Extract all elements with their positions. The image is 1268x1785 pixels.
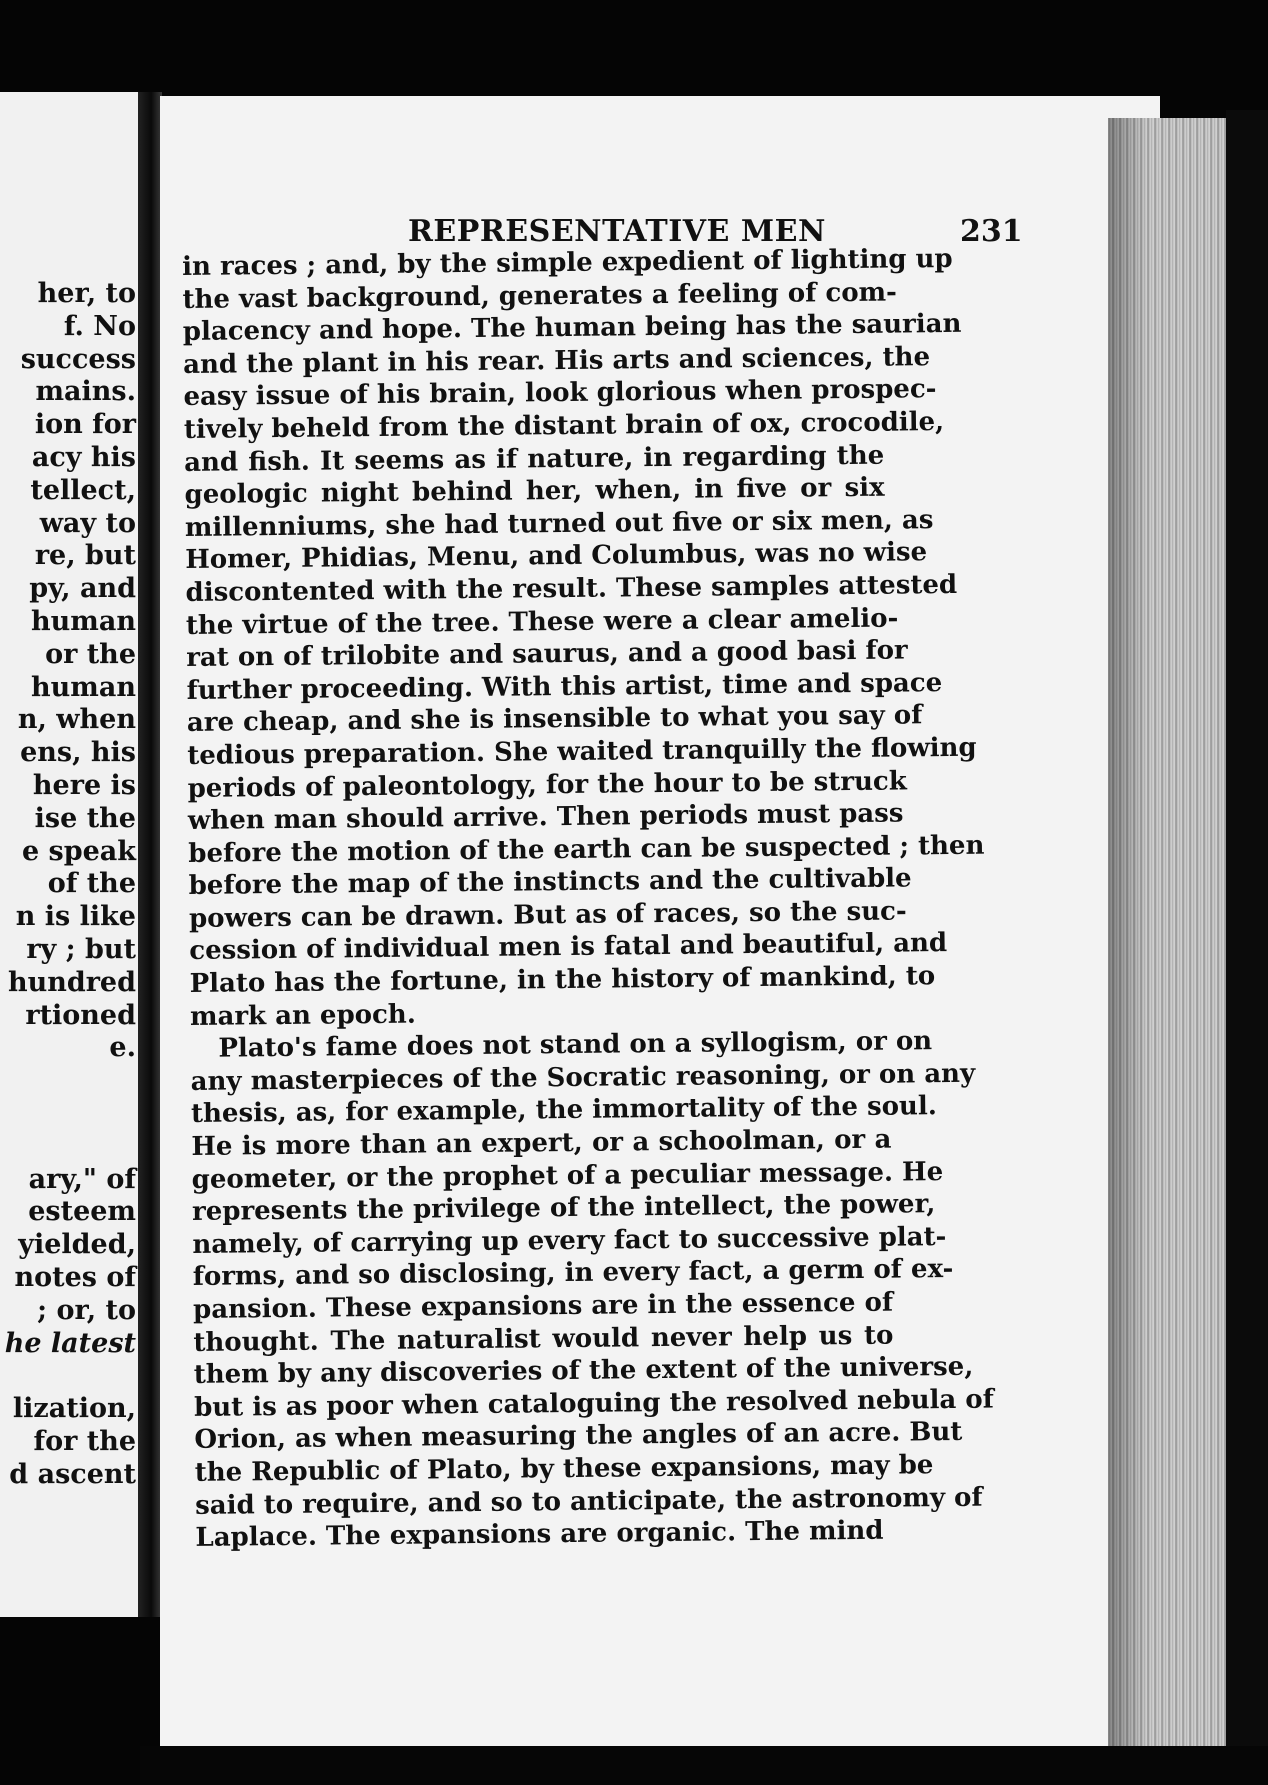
text-line: thesis, as, for example, the immortality of the soul.: [190, 1091, 937, 1130]
text-line: geologic night behind her, when, in five or six: [184, 472, 885, 511]
left-text-line: lization,: [12, 1393, 136, 1425]
left-text-line: py, and: [29, 573, 136, 605]
text-line: them by any discoveries of the extent of the universe,: [193, 1351, 974, 1391]
left-text-line: success: [20, 343, 136, 375]
left-text-line: [0, 1360, 136, 1393]
left-text-line: her, to: [37, 278, 136, 309]
page-number: 231: [960, 214, 1023, 249]
text-line: discontented with the result. These samples attested: [185, 569, 958, 608]
left-text-line: human: [31, 605, 136, 637]
text-line: geometer, or the prophet of a peculiar message. He: [191, 1156, 944, 1195]
left-text-line: he latest: [4, 1327, 136, 1359]
left-page: [0, 92, 142, 1617]
text-line: thought. The naturalist would never help us to: [193, 1320, 894, 1358]
left-text-line: [0, 1098, 136, 1131]
text-line: before the map of the instincts and the cultivable: [188, 863, 912, 902]
background-bottom: [140, 1746, 1268, 1785]
text-line: millenniums, she had turned out five or six men, as: [184, 504, 934, 543]
text-line: the vast background, generates a feeling of com-: [182, 277, 898, 315]
text-line: are cheap, and she is insensible to what you say of: [186, 700, 923, 739]
running-head: REPRESENTATIVE MEN: [408, 214, 826, 249]
left-text-line: re, but: [34, 540, 136, 572]
text-line: Orion, as when measuring the angles of an acre. But: [194, 1417, 963, 1456]
left-text-line: notes of: [14, 1261, 136, 1293]
left-text-line: ise the: [34, 802, 136, 834]
text-line: periods of paleontology, for the hour to be struck: [187, 765, 907, 804]
text-line: pansion. These expansions are in the essence of: [192, 1287, 894, 1325]
left-text-line: human: [31, 671, 136, 703]
right-page: [160, 96, 1160, 1756]
text-line: when man should arrive. Then periods must pass: [187, 798, 904, 837]
left-text-line: [0, 1131, 136, 1164]
left-text-line: esteem: [28, 1196, 136, 1228]
text-line: represents the privilege of the intellect, the power,: [191, 1189, 936, 1228]
left-text-line: ry ; but: [26, 933, 136, 965]
text-line: and fish. It seems as if nature, in regarding the: [184, 440, 885, 478]
left-text-line: or the: [45, 638, 136, 670]
text-line: powers can be drawn. But as of races, so the suc-: [188, 896, 907, 934]
text-line: Plato's fame does not stand on a syllogism, or on: [218, 1026, 933, 1064]
text-line: tedious preparation. She waited tranquilly the flowing: [187, 732, 977, 771]
left-text-line: for the: [33, 1425, 136, 1457]
left-text-line: ary," of: [28, 1163, 136, 1195]
left-text-line: tellect,: [30, 474, 136, 506]
text-line: placency and hope. The human being has the saurian: [182, 309, 962, 348]
text-line: Plato has the fortune, in the history of mankind, to: [189, 961, 936, 1000]
left-text-line: f. No: [63, 310, 136, 342]
page-edge-shadow: [1108, 118, 1148, 1746]
text-line: any masterpieces of the Socratic reasoning, or on any: [190, 1058, 976, 1097]
text-line: rat on of trilobite and saurus, and a good basi for: [186, 635, 908, 674]
text-line: further proceeding. With this artist, time and space: [186, 667, 943, 706]
text-line: but is as poor when cataloguing the resolved nebula of: [193, 1384, 995, 1423]
text-line: cession of individual men is fatal and beautiful, and: [189, 928, 948, 967]
text-line: namely, of carrying up every fact to successive plat-: [192, 1221, 947, 1260]
left-text-line: d ascent: [9, 1458, 136, 1490]
text-line: forms, and so disclosing, in every fact, a germ of ex-: [192, 1254, 954, 1293]
left-text-line: n, when: [17, 704, 136, 736]
text-line: mark an epoch.: [189, 999, 416, 1032]
left-text-line: ens, his: [20, 737, 136, 769]
left-text-line: acy his: [31, 441, 136, 473]
text-line: said to require, and so to anticipate, the astronomy of: [194, 1482, 983, 1521]
left-text-line: hundred: [7, 966, 136, 998]
text-line: before the motion of the earth can be suspected ; then: [188, 830, 985, 869]
text-line: tively beheld from the distant brain of ox, crocodile,: [183, 406, 945, 445]
text-line: He is more than an expert, or a schoolman, or a: [191, 1124, 892, 1162]
text-line: Laplace. The expansions are organic. The mind: [195, 1515, 884, 1554]
left-text-line: e speak: [21, 835, 136, 867]
left-text-line: ; or, to: [37, 1294, 136, 1326]
text-line: easy issue of his brain, look glorious when prospec-: [183, 374, 937, 413]
left-text-line: yielded,: [18, 1229, 136, 1261]
text-line: the Republic of Plato, by these expansions, may be: [194, 1450, 934, 1488]
book-gutter: [138, 92, 162, 1617]
background-right: [1226, 110, 1268, 1785]
left-text-line: e.: [109, 1032, 136, 1064]
left-text-line: mains.: [35, 376, 136, 408]
left-text-line: way to: [39, 507, 136, 539]
text-line: and the plant in his rear. His arts and sciences, the: [183, 341, 931, 380]
left-page-text: [0, 278, 136, 1491]
left-text-line: ion for: [34, 409, 136, 441]
text-line: the virtue of the tree. These were a clear amelio-: [185, 603, 899, 641]
left-text-line: here is: [32, 769, 136, 801]
left-text-line: rtioned: [25, 999, 136, 1031]
left-text-line: [0, 1065, 136, 1098]
left-text-line: n is like: [15, 901, 136, 933]
left-text-line: of the: [47, 868, 136, 900]
body-text: [182, 243, 995, 1555]
text-line: in races ; and, by the simple expedient of lighting up: [182, 243, 953, 282]
text-line: Homer, Phidias, Menu, and Columbus, was no wise: [185, 537, 928, 576]
